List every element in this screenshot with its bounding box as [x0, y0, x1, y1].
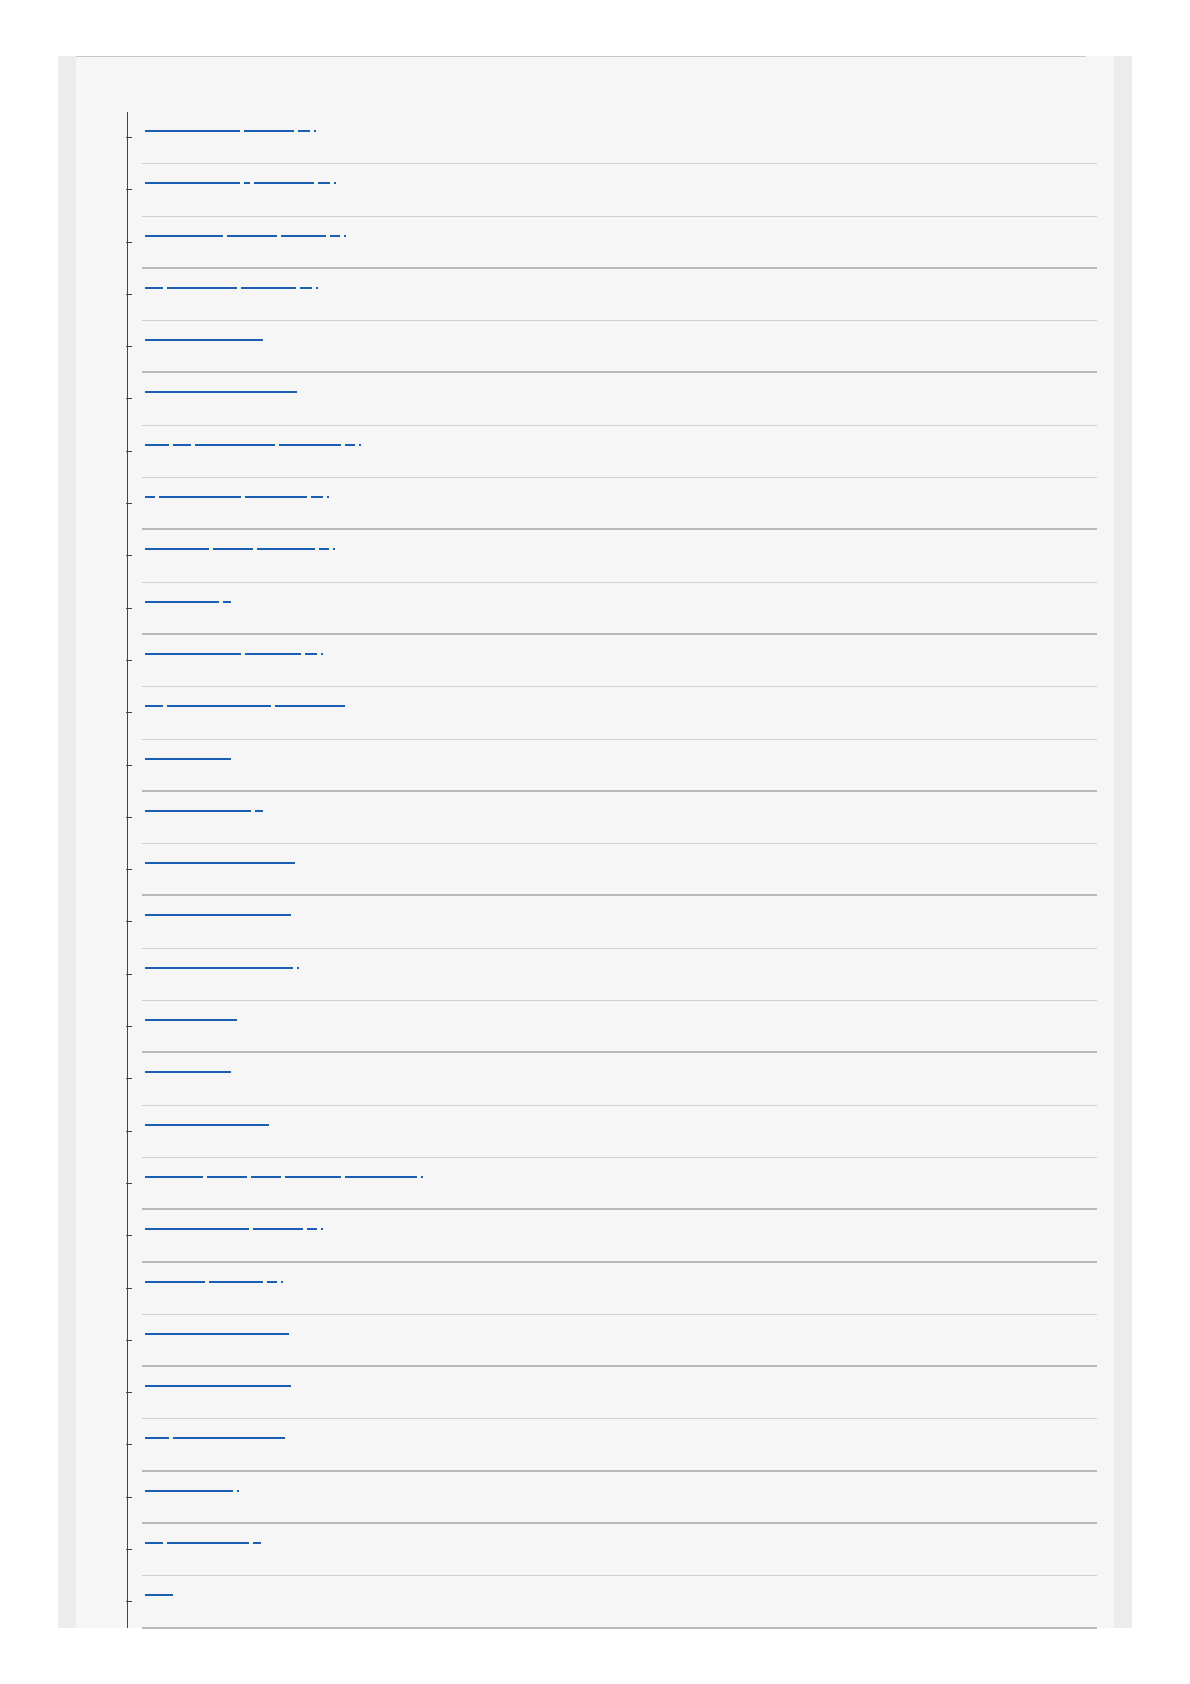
toc-link[interactable]: [145, 1281, 283, 1284]
link-underline: [253, 1542, 261, 1544]
toc-item: [142, 112, 1097, 164]
link-underline: [145, 1594, 173, 1596]
link-underline: [311, 496, 323, 498]
toc-item: [142, 1053, 1097, 1105]
link-underline: [145, 235, 223, 237]
toc-link[interactable]: [145, 1490, 239, 1493]
toc-link[interactable]: [145, 235, 346, 238]
link-underline: [145, 1124, 269, 1126]
toc-item: [142, 1524, 1097, 1576]
toc-tick: [126, 1183, 132, 1184]
document-page: [58, 56, 1132, 1628]
table-of-contents: [127, 112, 1097, 1629]
link-underline: [305, 653, 317, 655]
link-underline: [145, 914, 291, 916]
link-underline: [251, 1176, 281, 1178]
toc-item: [142, 530, 1097, 582]
toc-link[interactable]: [145, 1176, 423, 1179]
link-underline: [145, 444, 169, 446]
link-underline: [167, 705, 271, 707]
toc-tick: [126, 1235, 132, 1236]
link-underline: [145, 1228, 249, 1230]
toc-link[interactable]: [145, 1124, 273, 1127]
toc-tick: [126, 660, 132, 661]
link-underline: [173, 1437, 285, 1439]
toc-link[interactable]: [145, 1437, 289, 1440]
link-underline: [145, 548, 209, 550]
link-underline: [145, 862, 295, 864]
toc-tick: [126, 503, 132, 504]
toc-tick: [126, 346, 132, 347]
toc-link[interactable]: [145, 339, 267, 342]
toc-item: [142, 269, 1097, 321]
toc-item: [142, 1472, 1097, 1524]
toc-tick: [126, 137, 132, 138]
link-underline: [223, 601, 231, 603]
toc-link[interactable]: [145, 130, 316, 133]
toc-tick: [126, 1026, 132, 1027]
toc-link[interactable]: [145, 1071, 235, 1074]
toc-link[interactable]: [145, 653, 323, 656]
toc-link[interactable]: [145, 1542, 265, 1545]
link-underline: [300, 287, 312, 289]
link-underline: [345, 1176, 417, 1178]
toc-item: [142, 1419, 1097, 1471]
link-underline: [267, 1281, 277, 1283]
link-underline: [145, 339, 263, 341]
toc-item: [142, 1315, 1097, 1367]
link-dot: [281, 1281, 283, 1283]
toc-tick: [126, 1601, 132, 1602]
link-underline: [279, 444, 341, 446]
link-underline: [159, 496, 241, 498]
toc-tick: [126, 974, 132, 975]
link-dot: [334, 182, 336, 184]
link-underline: [145, 1490, 233, 1492]
link-underline: [145, 758, 231, 760]
toc-item: [142, 740, 1097, 792]
toc-item: [142, 635, 1097, 687]
link-underline: [173, 444, 191, 446]
link-underline: [145, 391, 297, 393]
link-underline: [245, 653, 301, 655]
link-underline: [330, 235, 340, 237]
link-underline: [257, 548, 315, 550]
link-dot: [316, 287, 318, 289]
toc-item: [142, 1210, 1097, 1262]
toc-link[interactable]: [145, 182, 336, 185]
toc-link[interactable]: [145, 548, 335, 551]
toc-link[interactable]: [145, 914, 295, 917]
link-dot: [327, 496, 329, 498]
link-underline: [275, 705, 345, 707]
toc-item: [142, 687, 1097, 739]
link-dot: [321, 1228, 323, 1230]
toc-link[interactable]: [145, 1228, 323, 1231]
link-underline: [145, 810, 251, 812]
link-underline: [285, 1176, 341, 1178]
toc-link[interactable]: [145, 287, 318, 290]
link-underline: [145, 130, 240, 132]
toc-tick: [126, 1131, 132, 1132]
link-dot: [297, 967, 299, 969]
link-underline: [227, 235, 277, 237]
link-underline: [145, 1071, 231, 1073]
link-underline: [145, 1333, 289, 1335]
toc-tick: [126, 1497, 132, 1498]
toc-tick: [126, 555, 132, 556]
toc-tick: [126, 242, 132, 243]
toc-item: [142, 896, 1097, 948]
toc-item: [142, 426, 1097, 478]
toc-item: [142, 321, 1097, 373]
toc-item: [142, 792, 1097, 844]
toc-tick: [126, 1340, 132, 1341]
link-dot: [237, 1490, 239, 1492]
toc-list: [127, 112, 1097, 1629]
toc-item: [142, 1001, 1097, 1053]
toc-link[interactable]: [145, 1385, 295, 1388]
link-underline: [145, 1437, 169, 1439]
toc-link[interactable]: [145, 444, 361, 447]
link-underline: [145, 705, 163, 707]
toc-link[interactable]: [145, 705, 349, 708]
toc-item: [142, 1263, 1097, 1315]
toc-tick: [126, 398, 132, 399]
toc-tick: [126, 817, 132, 818]
toc-link[interactable]: [145, 1019, 241, 1022]
toc-tick: [126, 921, 132, 922]
link-underline: [298, 130, 310, 132]
link-underline: [145, 1281, 205, 1283]
toc-link[interactable]: [145, 496, 329, 499]
link-underline: [145, 967, 293, 969]
link-underline: [281, 235, 326, 237]
link-underline: [245, 496, 307, 498]
toc-tick: [126, 294, 132, 295]
toc-tick: [126, 1444, 132, 1445]
link-underline: [167, 287, 237, 289]
toc-tick: [126, 765, 132, 766]
link-underline: [145, 601, 219, 603]
link-underline: [254, 182, 314, 184]
toc-tick: [126, 1288, 132, 1289]
toc-tick: [126, 712, 132, 713]
link-underline: [255, 810, 263, 812]
toc-item: [142, 1367, 1097, 1419]
toc-tick: [126, 608, 132, 609]
link-underline: [145, 182, 240, 184]
link-underline: [307, 1228, 317, 1230]
link-underline: [345, 444, 355, 446]
link-underline: [241, 287, 296, 289]
toc-item: [142, 1106, 1097, 1158]
link-underline: [209, 1281, 263, 1283]
link-underline: [145, 1385, 291, 1387]
link-dot: [333, 548, 335, 550]
toc-tick: [126, 451, 132, 452]
toc-link[interactable]: [145, 810, 267, 813]
link-dot: [359, 444, 361, 446]
toc-item: [142, 217, 1097, 269]
toc-item: [142, 1576, 1097, 1628]
toc-tick: [126, 1549, 132, 1550]
link-underline: [213, 548, 253, 550]
toc-item: [142, 949, 1097, 1001]
toc-item: [142, 1158, 1097, 1210]
link-underline: [244, 130, 294, 132]
link-underline: [253, 1228, 303, 1230]
link-underline: [145, 653, 241, 655]
link-dot: [421, 1176, 423, 1178]
toc-link[interactable]: [145, 1594, 177, 1597]
link-underline: [145, 287, 163, 289]
toc-tick: [126, 1078, 132, 1079]
link-underline: [145, 1542, 163, 1544]
toc-item: [142, 844, 1097, 896]
link-underline: [167, 1542, 249, 1544]
link-underline: [244, 182, 250, 184]
link-underline: [145, 1019, 237, 1021]
header-rule: [76, 56, 1086, 57]
link-underline: [145, 1176, 203, 1178]
link-underline: [145, 496, 155, 498]
link-dot: [344, 235, 346, 237]
link-underline: [195, 444, 275, 446]
link-dot: [314, 130, 316, 132]
toc-link[interactable]: [145, 967, 299, 970]
toc-link[interactable]: [145, 391, 301, 394]
toc-link[interactable]: [145, 862, 299, 865]
toc-item: [142, 583, 1097, 635]
link-dot: [321, 653, 323, 655]
toc-link[interactable]: [145, 758, 235, 761]
toc-item: [142, 373, 1097, 425]
toc-tick: [126, 189, 132, 190]
link-underline: [318, 182, 330, 184]
toc-link[interactable]: [145, 601, 235, 604]
toc-item: [142, 164, 1097, 216]
toc-item: [142, 478, 1097, 530]
link-underline: [319, 548, 329, 550]
toc-link[interactable]: [145, 1333, 293, 1336]
toc-tick: [126, 1392, 132, 1393]
toc-tick: [126, 869, 132, 870]
link-underline: [207, 1176, 247, 1178]
